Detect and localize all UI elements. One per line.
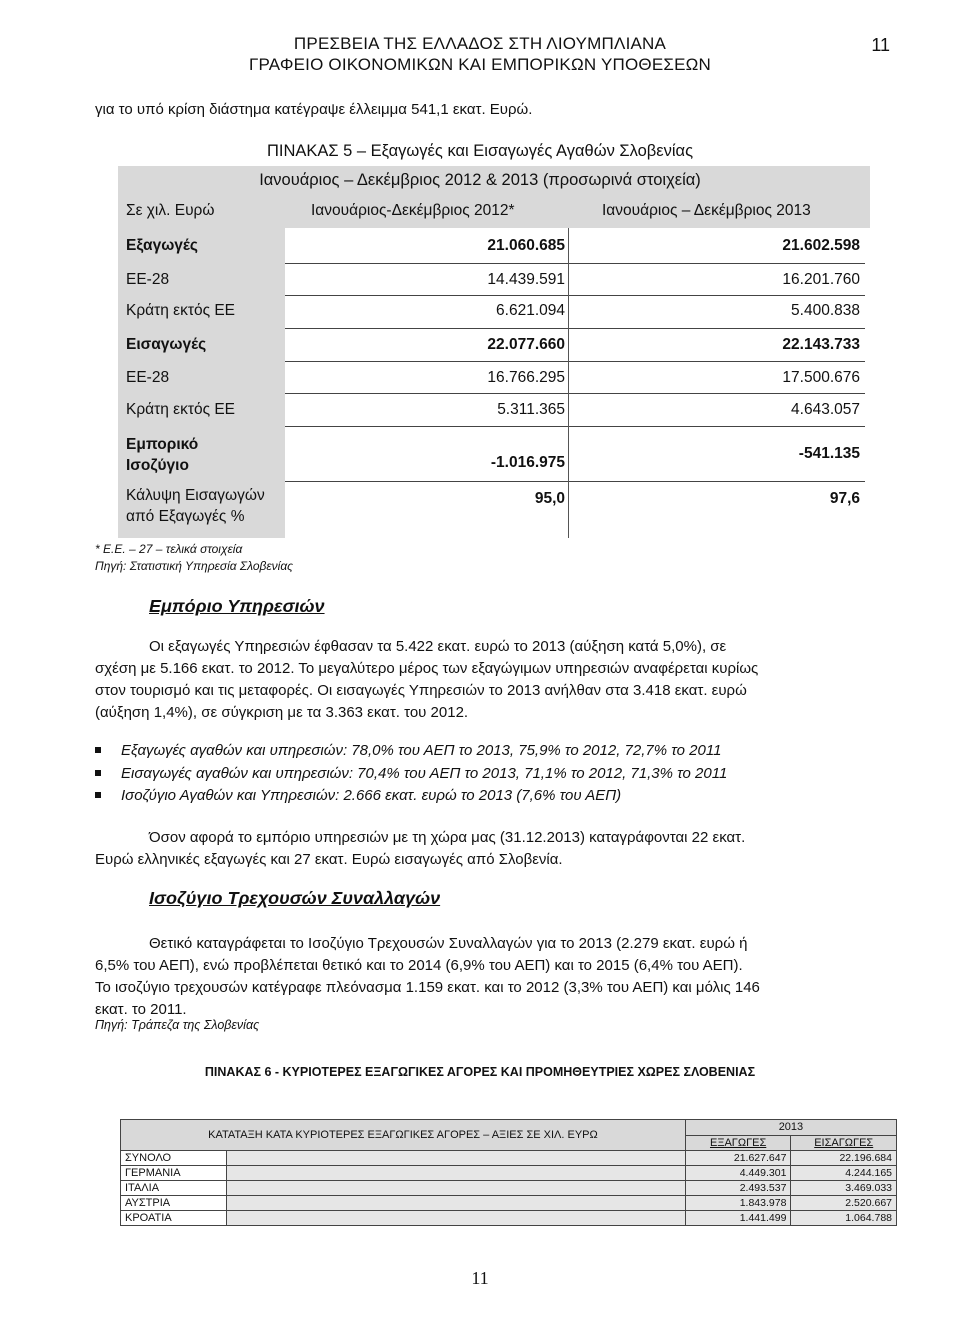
col-2012: Ιανουάριος-Δεκέμβριος 2012*: [311, 202, 515, 219]
row-divider: [285, 426, 865, 427]
row-divider: [285, 361, 865, 362]
imports-value: 4.244.165: [791, 1166, 897, 1181]
value-2012: 22.077.660: [487, 336, 565, 353]
row-label: Εξαγωγές: [126, 237, 198, 254]
current-account-heading: Ισοζύγιο Τρεχουσών Συναλλαγών: [149, 888, 441, 908]
exports-value: 1.441.499: [685, 1211, 791, 1226]
spacer-cell: [226, 1196, 685, 1211]
bullet-text: Εισαγωγές αγαθών και υπηρεσιών: 70,4% του ΑΕΠ το 2013, 71,1% το 2012, 71,3% το 2011: [121, 765, 728, 782]
row-divider: [285, 481, 865, 482]
spacer-cell: [226, 1166, 685, 1181]
value-2013: 22.143.733: [782, 336, 860, 353]
balance-label-line2: Ισοζύγιο: [126, 457, 189, 474]
coverage-label-line2: από Εξαγωγές %: [126, 508, 245, 525]
services-heading: Εμπόριο Υπηρεσιών: [149, 596, 325, 616]
bullet-marker: [95, 786, 105, 794]
value-2013: 21.602.598: [782, 237, 860, 254]
ca-para-line: εκατ. το 2011.: [95, 1001, 187, 1018]
bullet-marker: [95, 764, 105, 772]
ca-source: Πηγή: Τράπεζα της Σλοβενίας: [95, 1018, 260, 1032]
coverage-label: [126, 485, 265, 527]
coverage-2013: 97,6: [829, 490, 860, 507]
balance-2012: -1.016.975: [490, 454, 565, 471]
table5-source: Πηγή: Στατιστική Υπηρεσία Σλοβενίας: [95, 559, 293, 573]
table5-column-header: [118, 196, 870, 228]
row-divider: [285, 393, 865, 394]
row-label: Κράτη εκτός ΕΕ: [126, 302, 236, 319]
imports-value: 3.469.033: [791, 1181, 897, 1196]
table6-header-text: ΚΑΤΑΤΑΞΗ ΚΑΤΑ ΚΥΡΙΟΤΕΡΕΣ ΕΞΑΓΩΓΙΚΕΣ ΑΓΟΡΕΣ – ΑΞΙΕΣ ΣΕ ΧΙΛ. ΕΥΡΩ: [208, 1129, 598, 1141]
country-name: ΚΡΟΑΤΙΑ: [121, 1211, 227, 1226]
country-name: ΣΥΝΟΛΟ: [121, 1151, 227, 1166]
services-para-line: στον τουρισμό και τις μεταφορές. Οι εισαγωγές Υπηρεσιών το 2013 ανήλθαν στα 3.418 εκατ. ευρώ: [95, 682, 747, 699]
imports-value: 22.196.684: [791, 1151, 897, 1166]
col-unit: Σε χιλ. Ευρώ: [126, 202, 215, 219]
exports-value: 4.449.301: [685, 1166, 791, 1181]
table5-note: * Ε.Ε. – 27 – τελικά στοιχεία: [95, 542, 243, 556]
exports-value: 21.627.647: [685, 1151, 791, 1166]
table-row: [118, 364, 870, 394]
col-2013: Ιανουάριος – Δεκέμβριος 2013: [602, 202, 811, 219]
row-divider: [285, 328, 865, 329]
country-name: ΙΤΑΛΙΑ: [121, 1181, 227, 1196]
services-para-line: (αύξηση 1,4%), σε σύγκριση με τα 3.363 εκατ. του 2012.: [95, 704, 469, 721]
row-divider: [285, 295, 865, 296]
coverage-2012: 95,0: [534, 490, 565, 507]
col-imports-label: ΕΙΣΑΓΩΓΕΣ: [814, 1136, 874, 1149]
page-number-bottom: 11: [471, 1268, 489, 1288]
exports-value: 2.493.537: [685, 1181, 791, 1196]
value-2012: 16.766.295: [487, 369, 565, 386]
row-label: ΕΕ-28: [126, 271, 170, 288]
table-row: [118, 331, 870, 361]
value-2012: 14.439.591: [487, 271, 565, 288]
table5-title: ΠΙΝΑΚΑΣ 5 – Εξαγωγές και Εισαγωγές Αγαθών Σλοβενίας: [266, 142, 694, 160]
table-row: [118, 297, 870, 327]
value-2012: 21.060.685: [487, 237, 565, 254]
header-embassy: ΠΡΕΣΒΕΙΑ ΤΗΣ ΕΛΛΑΔΟΣ ΣΤΗ ΛΙΟΥΜΠΛΙΑΝΑ: [293, 34, 667, 53]
row-label: Εισαγωγές: [126, 336, 207, 353]
table-row: [121, 1196, 897, 1211]
row-divider: [285, 263, 865, 264]
table6-title: ΠΙΝΑΚΑΣ 6 - ΚΥΡΙΟΤΕΡΕΣ ΕΞΑΓΩΓΙΚΕΣ ΑΓΟΡΕΣ ΚΑΙ ΠΡΟΜΗΘΕΥΤΡΙΕΣ ΧΩΡΕΣ ΣΛΟΒΕΝΙΑΣ: [204, 1065, 756, 1079]
ca-para-line: Θετικό καταγράφεται το Ισοζύγιο Τρεχουσών Συναλλαγών για το 2013 (2.279 εκατ. ευρώ ή: [149, 935, 748, 952]
table-row: [121, 1151, 897, 1166]
spacer-cell: [226, 1181, 685, 1196]
row-label: Κράτη εκτός ΕΕ: [126, 401, 236, 418]
country-name: ΓΕΡΜΑΝΙΑ: [121, 1166, 227, 1181]
exports-value: 1.843.978: [685, 1196, 791, 1211]
column-divider: [568, 228, 569, 538]
bullet-text: Εξαγωγές αγαθών και υπηρεσιών: 78,0% του ΑΕΠ το 2013, 75,9% το 2012, 72,7% το 2011: [121, 742, 722, 759]
balance-label: [126, 434, 198, 476]
col-imports: [791, 1135, 897, 1151]
row-label: ΕΕ-28: [126, 369, 170, 386]
intro-line: για το υπό κρίση διάστημα κατέγραψε έλλειμμα 541,1 εκατ. Ευρώ.: [95, 101, 533, 118]
table5-subtitle: Ιανουάριος – Δεκέμβριος 2012 & 2013 (προσωρινά στοιχεία): [259, 171, 701, 189]
balance-label-line1: Εμπορικό: [126, 436, 199, 453]
imports-value: 2.520.667: [791, 1196, 897, 1211]
table-row: [118, 232, 870, 262]
value-2013: 4.643.057: [791, 401, 860, 418]
services-para2-line: Όσον αφορά το εμπόριο υπηρεσιών με τη χώρα μας (31.12.2013) καταγράφονται 22 εκατ.: [149, 829, 746, 846]
value-2012: 5.311.365: [497, 401, 565, 418]
header-office: ΓΡΑΦΕΙΟ ΟΙΚΟΝΟΜΙΚΩΝ ΚΑΙ ΕΜΠΟΡΙΚΩΝ ΥΠΟΘΕΣΕΩΝ: [248, 55, 712, 74]
year-label: 2013: [778, 1121, 804, 1134]
table-row: [121, 1181, 897, 1196]
col-exports: [685, 1135, 791, 1151]
value-2013: 16.201.760: [782, 271, 860, 288]
table6-header: [121, 1120, 686, 1151]
table-row: [121, 1166, 897, 1181]
table6: [120, 1119, 897, 1226]
value-2013: 17.500.676: [782, 369, 860, 386]
page-number-top: 11: [871, 35, 890, 55]
imports-value: 1.064.788: [791, 1211, 897, 1226]
col-exports-label: ΕΞΑΓΩΓΕΣ: [709, 1136, 767, 1149]
value-2013: 5.400.838: [791, 302, 860, 319]
spacer-cell: [226, 1211, 685, 1226]
table-row: [118, 266, 870, 296]
balance-2013: -541.135: [798, 445, 860, 462]
country-name: ΑΥΣΤΡΙΑ: [121, 1196, 227, 1211]
services-para-line: σχέση με 5.166 εκατ. το 2012. Το μεγαλύτερο μέρος των εξαγώγιμων υπηρεσιών αναφέρεται κυρίως: [95, 660, 759, 677]
value-2012: 6.621.094: [496, 302, 565, 319]
coverage-label-line1: Κάλυψη Εισαγωγών: [126, 487, 265, 504]
services-para2-line: Ευρώ ελληνικές εξαγωγές και 27 εκατ. Ευρώ εισαγωγές από Σλοβενία.: [95, 851, 563, 868]
table6-year: [685, 1120, 896, 1136]
bullet-text: Ισοζύγιο Αγαθών και Υπηρεσιών: 2.666 εκατ. ευρώ το 2013 (7,6% του ΑΕΠ): [121, 787, 622, 804]
ca-para-line: 6,5% του ΑΕΠ), ενώ προβλέπεται θετικό και το 2014 (6,9% του ΑΕΠ) και το 2015 (6,4% του ΑΕΠ).: [95, 957, 743, 974]
bullet-marker: [95, 741, 105, 749]
table-row: [118, 396, 870, 426]
ca-para-line: Το ισοζύγιο τρεχουσών κατέγραφε πλεόνασμα 1.159 εκατ. και το 2012 (3,3% του ΑΕΠ) και μόλις 146: [95, 979, 760, 996]
spacer-cell: [226, 1151, 685, 1166]
services-para-line: Οι εξαγωγές Υπηρεσιών έφθασαν τα 5.422 εκατ. ευρώ το 2013 (αύξηση κατά 5,0%), σε: [149, 638, 727, 655]
table-row: [121, 1211, 897, 1226]
